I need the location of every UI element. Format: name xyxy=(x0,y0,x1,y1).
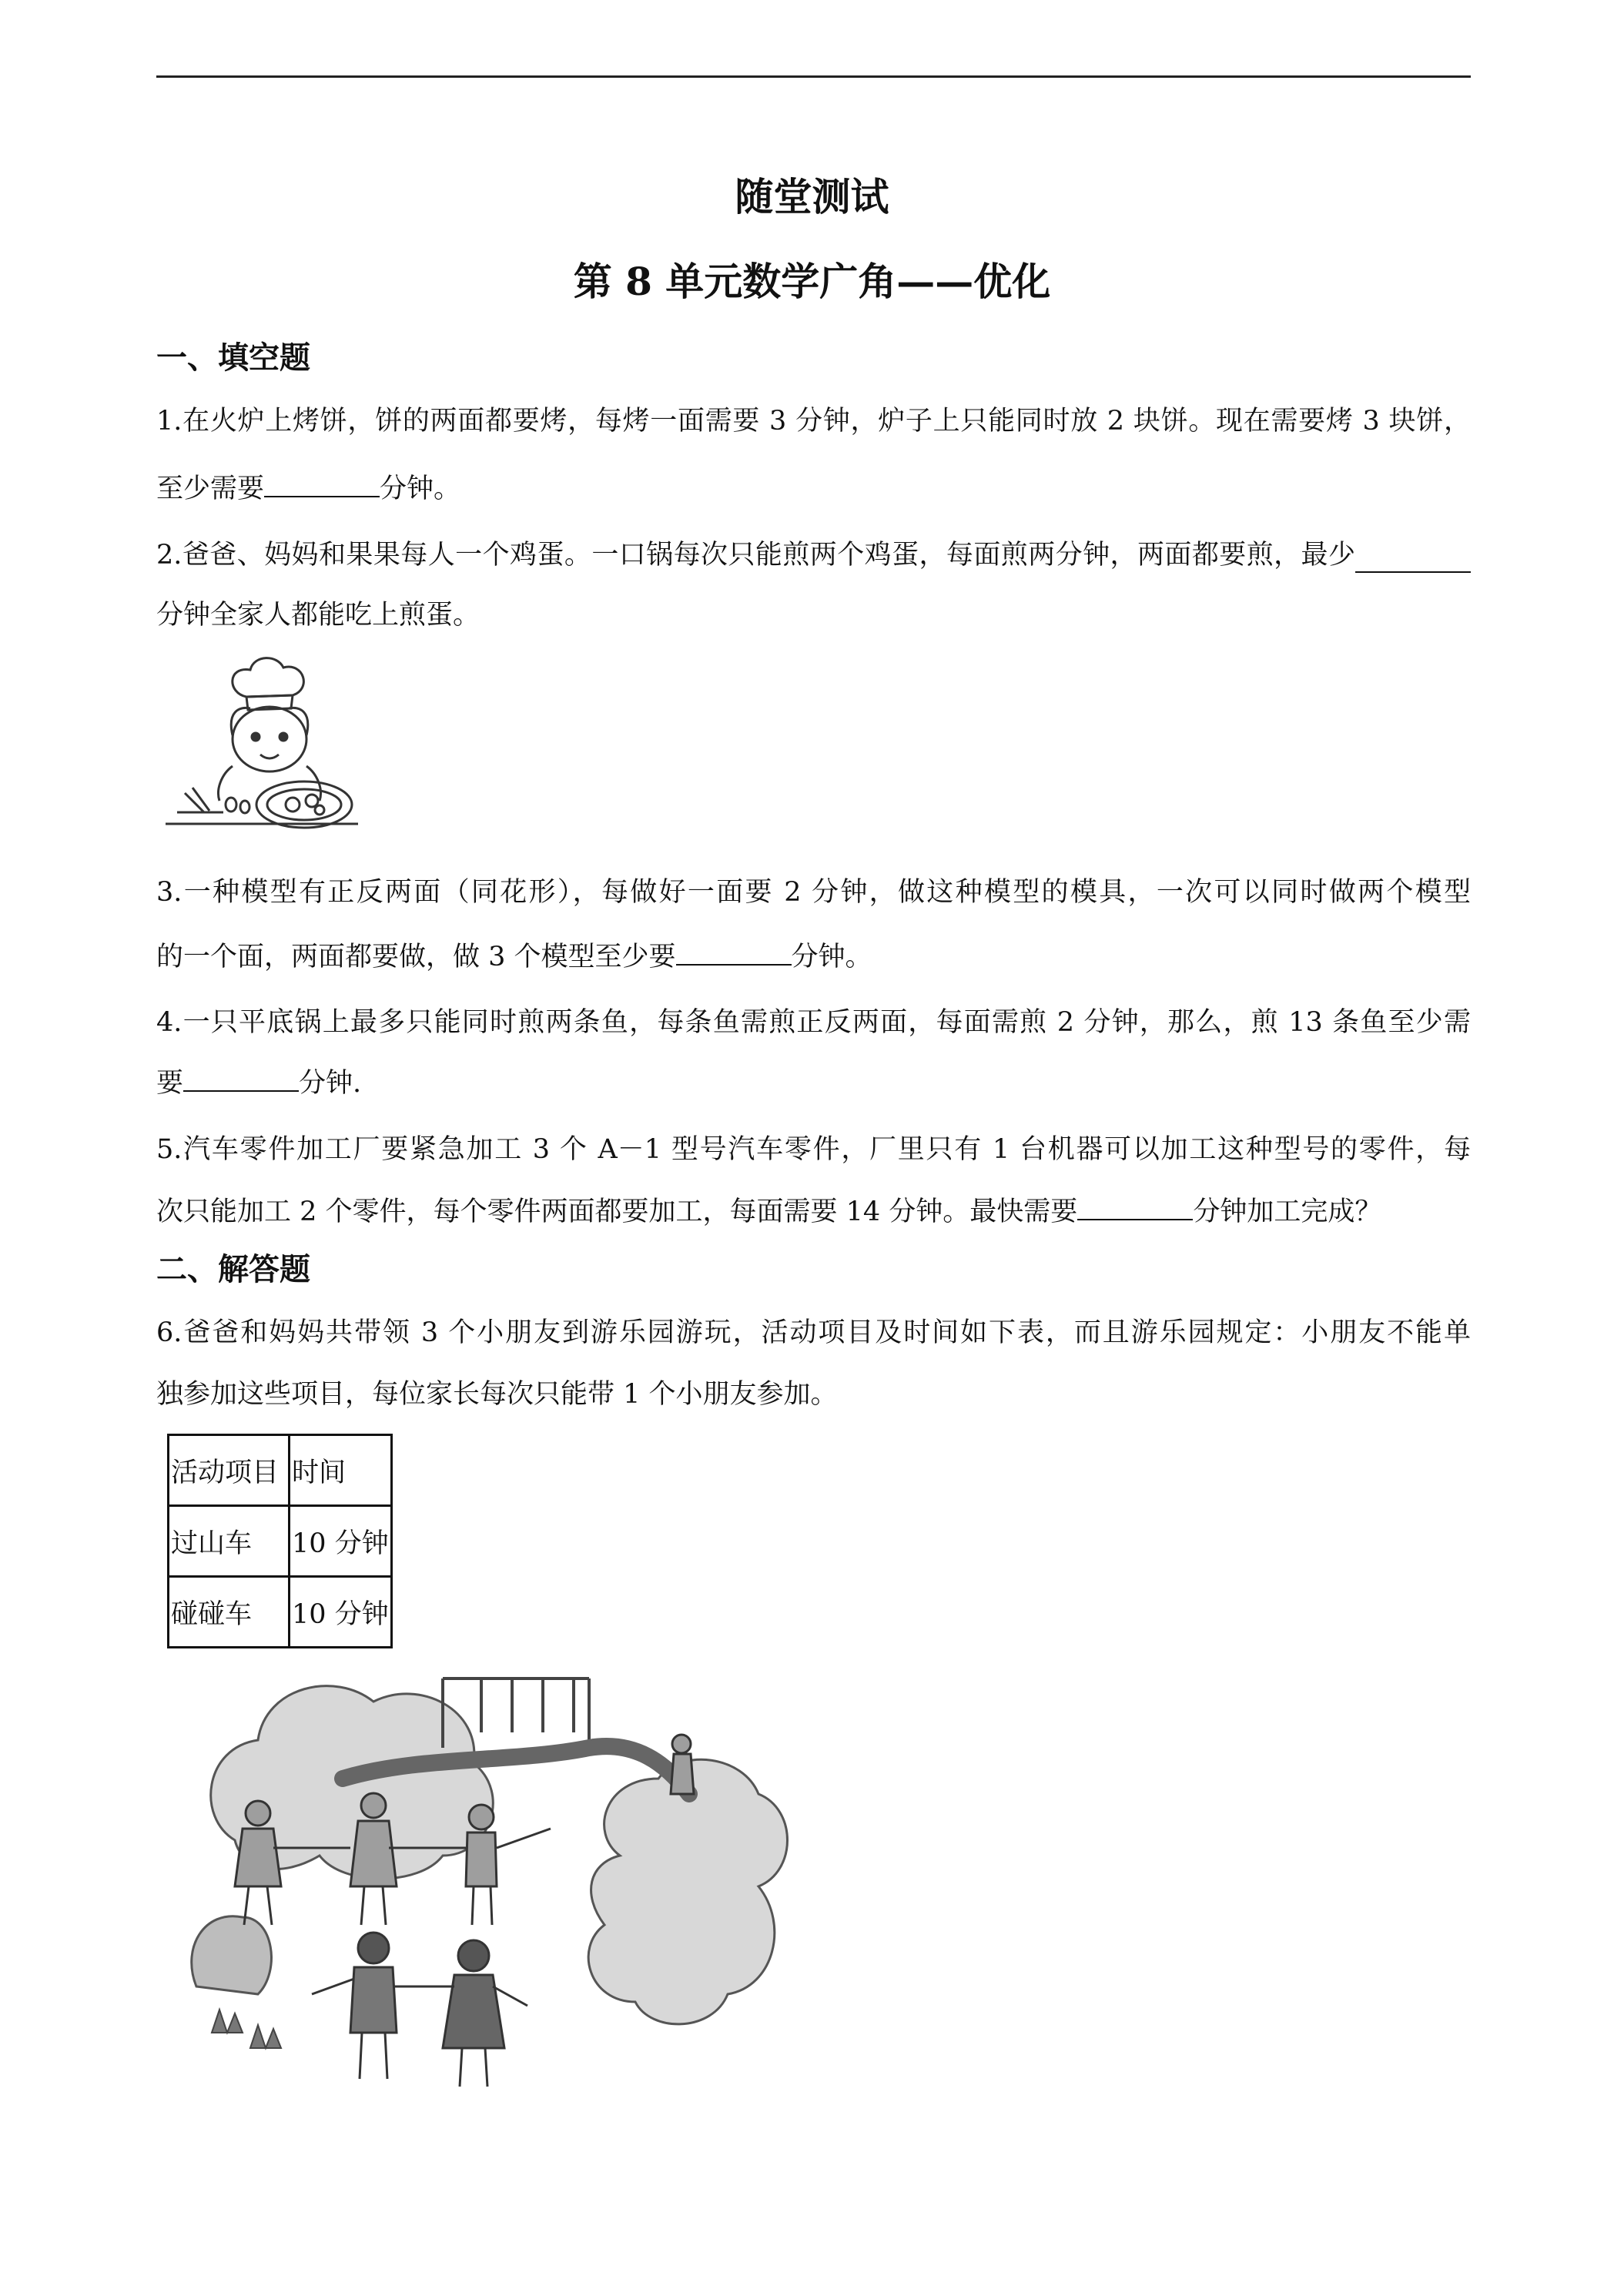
header-rule xyxy=(156,75,1471,78)
table-cell: 10 分钟 xyxy=(290,1506,392,1577)
q3-text-before: 的一个面，两面都要做，做 3 个模型至少要 xyxy=(156,942,676,972)
q1-text-after: 分钟。 xyxy=(380,474,461,504)
q2-line1 xyxy=(156,537,1355,573)
page-title: 随堂测试 xyxy=(735,174,889,219)
section-heading-fill-blank: 一、填空题 xyxy=(156,340,310,376)
q1-answer-blank[interactable] xyxy=(264,473,380,497)
q5-text-after: 分钟加工完成？ xyxy=(1193,1197,1382,1227)
chef-girl-illustration xyxy=(162,651,362,835)
q5-text-before: 次只能加工 2 个零件，每个零件两面都要加工，每面需要 14 分钟。最快需要 xyxy=(156,1197,1078,1227)
q4-line2 xyxy=(156,1066,361,1101)
table-cell: 碰碰车 xyxy=(169,1577,290,1648)
q3-line2 xyxy=(156,939,872,975)
q4-text-before: 要 xyxy=(156,1068,184,1099)
table-header-row xyxy=(169,1435,392,1506)
q5-line1: 5.汽车零件加工厂要紧急加工 3 个 A－1 型号汽车零件，厂里只有 1 台机器可以加工这种型号的零件，每 xyxy=(156,1134,1471,1165)
page-subtitle: 第 8 单元数学广角——优化 xyxy=(573,259,1051,304)
q1-text-before: 至少需要 xyxy=(156,474,265,504)
q6-line2: 独参加这些项目，每位家长每次只能带 1 个小朋友参加。 xyxy=(156,1379,838,1410)
q3-text-after: 分钟。 xyxy=(791,942,872,972)
q4-line1: 4.一只平底锅上最多只能同时煎两条鱼，每条鱼需煎正反两面，每面需煎 2 分钟，那么，煎 13 条鱼至少需 xyxy=(156,1007,1471,1038)
spatula xyxy=(177,788,223,812)
q4-answer-blank[interactable] xyxy=(183,1067,299,1092)
activity-table xyxy=(167,1434,393,1648)
q5-line2 xyxy=(156,1194,1381,1230)
q1-line2 xyxy=(156,471,460,507)
q4-text-after: 分钟. xyxy=(299,1068,362,1099)
playground-illustration xyxy=(189,1663,805,2110)
table-cell: 10 分钟 xyxy=(290,1577,392,1648)
q2-line2: 分钟全家人都能吃上煎蛋。 xyxy=(156,600,481,631)
q2-text: 2.爸爸、妈妈和果果每人一个鸡蛋。一口锅每次只能煎两个鸡蛋，每面煎两分钟，两面都要煎，最少 xyxy=(156,540,1355,571)
q6-line1: 6.爸爸和妈妈共带领 3 个小朋友到游乐园游玩，活动项目及时间如下表，而且游乐园规定：小朋友不能单 xyxy=(156,1317,1471,1348)
table-cell: 过山车 xyxy=(169,1506,290,1577)
table-header-cell: 时间 xyxy=(290,1435,392,1506)
q3-answer-blank[interactable] xyxy=(676,941,792,966)
grass-tufts xyxy=(212,2010,281,2048)
table-row xyxy=(169,1506,392,1577)
chef-hat xyxy=(233,658,304,697)
q3-line1: 3.一种模型有正反两面（同花形），每做好一面要 2 分钟，做这种模型的模具，一次可以同时做两个模型 xyxy=(156,877,1471,908)
q5-answer-blank[interactable] xyxy=(1077,1196,1193,1220)
girl-face xyxy=(233,707,306,771)
section-heading-solve: 二、解答题 xyxy=(156,1251,310,1287)
q2-answer-blank[interactable] xyxy=(1355,548,1471,573)
q1-line1: 1.在火炉上烤饼，饼的两面都要烤，每烤一面需要 3 分钟，炉子上只能同时放 2 块饼。现在需要烤 3 块饼， xyxy=(156,406,1471,437)
bush-left xyxy=(192,1916,272,1994)
table-header-cell: 活动项目 xyxy=(169,1435,290,1506)
table-row xyxy=(169,1577,392,1648)
